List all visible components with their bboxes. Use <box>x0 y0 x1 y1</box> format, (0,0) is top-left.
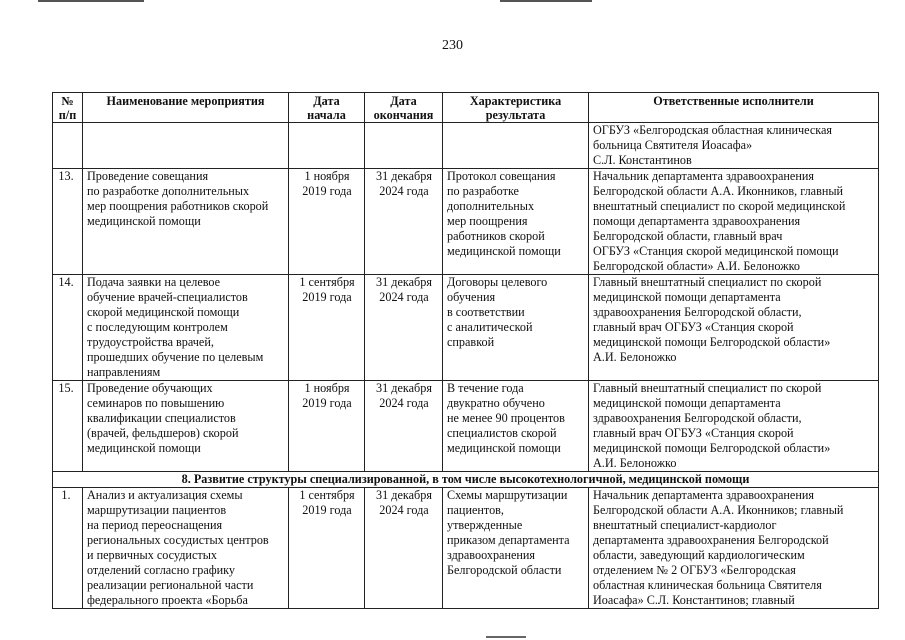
table-cell-start-date: 1 сентября 2019 года <box>289 488 365 609</box>
top-edge-rule-right <box>500 0 592 2</box>
row-number: 14. <box>58 275 74 289</box>
table-cell-activity-name: Проведение обучающих семинаров по повышению квалификации специалистов (врачей, фельдшеров) скорой медицинской помощи <box>83 381 289 472</box>
bottom-edge-rule <box>486 636 526 638</box>
table-cell-end-date: 31 декабря 2024 года <box>365 488 443 609</box>
table-row-continuation <box>53 123 879 169</box>
table-cell-empty <box>83 123 289 169</box>
header-end-date: Дата окончания <box>365 93 443 123</box>
table-cell-start-date: 1 ноября 2019 года <box>289 169 365 275</box>
table-cell-empty <box>365 123 443 169</box>
row-number: 1. <box>61 488 71 502</box>
row-number: 13. <box>58 169 74 183</box>
table-cell-end-date: 31 декабря 2024 года <box>365 381 443 472</box>
table-row <box>53 275 879 381</box>
table-cell-start-date: 1 ноября 2019 года <box>289 381 365 472</box>
table-cell-responsible: Начальник департамента здравоохранения Белгородской области А.А. Иконников; главный внештатный специалист-кардиолог департамента здравоохранения Белгородской области, заведующий кардиологическим отделением № 2 ОГБУЗ «Белгородская областная клиническая больница Святителя Иоасафа» С.Л. Константинов; главный <box>589 488 879 609</box>
header-result: Характеристика результата <box>443 93 589 123</box>
table-cell-start-date: 1 сентября 2019 года <box>289 275 365 381</box>
table-cell-responsible: Начальник департамента здравоохранения Белгородской области А.А. Иконников, главный внештатный специалист по скорой медицинской помощи департамента здравоохранения Белгородской области, главный врач ОГБУЗ «Станция скорой медицинской помощи Белгородской области» А.И. Белоножко <box>589 169 879 275</box>
table-cell-number <box>53 488 83 609</box>
page-number: 230 <box>442 38 463 53</box>
table-cell-empty <box>443 123 589 169</box>
table-row <box>53 169 879 275</box>
section-title: 8. Развитие структуры специализированной, в том числе высокотехнологичной, медицинской помощи <box>53 472 879 488</box>
table-row <box>53 381 879 472</box>
header-number: № п/п <box>53 93 83 123</box>
table-cell-result: Протокол совещания по разработке дополнительных мер поощрения работников скорой медицинской помощи <box>443 169 589 275</box>
table-cell-empty <box>289 123 365 169</box>
header-activity-name: Наименование мероприятия <box>83 93 289 123</box>
table-cell-responsible: Главный внештатный специалист по скорой медицинской помощи департамента здравоохранения Белгородской области, главный врач ОГБУЗ «Станция скорой медицинской помощи Белгородской области» А.И. Белоножко <box>589 381 879 472</box>
table-cell-result: В течение года двукратно обучено не менее 90 процентов специалистов скорой медицинской помощи <box>443 381 589 472</box>
header-responsible: Ответственные исполнители <box>589 93 879 123</box>
table-cell-activity-name: Анализ и актуализация схемы маршрутизации пациентов на период переоснащения региональных сосудистых центров и первичных сосудистых отделений согласно графику реализации региональной части федерального проекта «Борьба <box>83 488 289 609</box>
table-cell-empty <box>53 123 83 169</box>
table-cell-number <box>53 381 83 472</box>
table-cell-number <box>53 169 83 275</box>
table-cell-result: Схемы маршрутизации пациентов, утвержденные приказом департамента здравоохранения Белгородской области <box>443 488 589 609</box>
table-row <box>53 488 879 609</box>
table-cell-activity-name: Проведение совещания по разработке дополнительных мер поощрения работников скорой медицинской помощи <box>83 169 289 275</box>
header-start-date: Дата начала <box>289 93 365 123</box>
section-header-row <box>53 472 879 488</box>
table-cell-responsible: Главный внештатный специалист по скорой медицинской помощи департамента здравоохранения Белгородской области, главный врач ОГБУЗ «Станция скорой медицинской помощи Белгородской области» А.И. Белоножко <box>589 275 879 381</box>
table-cell-end-date: 31 декабря 2024 года <box>365 169 443 275</box>
row-number: 15. <box>58 381 74 395</box>
activities-table <box>52 92 879 609</box>
table-cell-activity-name: Подача заявки на целевое обучение врачей-специалистов скорой медицинской помощи с последующим контролем трудоустройства врачей, прошедших обучение по целевым направлениям <box>83 275 289 381</box>
table-cell-responsible: ОГБУЗ «Белгородская областная клиническая больница Святителя Иоасафа» С.Л. Константинов <box>589 123 879 169</box>
table-cell-result: Договоры целевого обучения в соответствии с аналитической справкой <box>443 275 589 381</box>
top-edge-rule-left <box>38 0 144 2</box>
table-header-row <box>53 93 879 123</box>
table-cell-end-date: 31 декабря 2024 года <box>365 275 443 381</box>
table-cell-number <box>53 275 83 381</box>
